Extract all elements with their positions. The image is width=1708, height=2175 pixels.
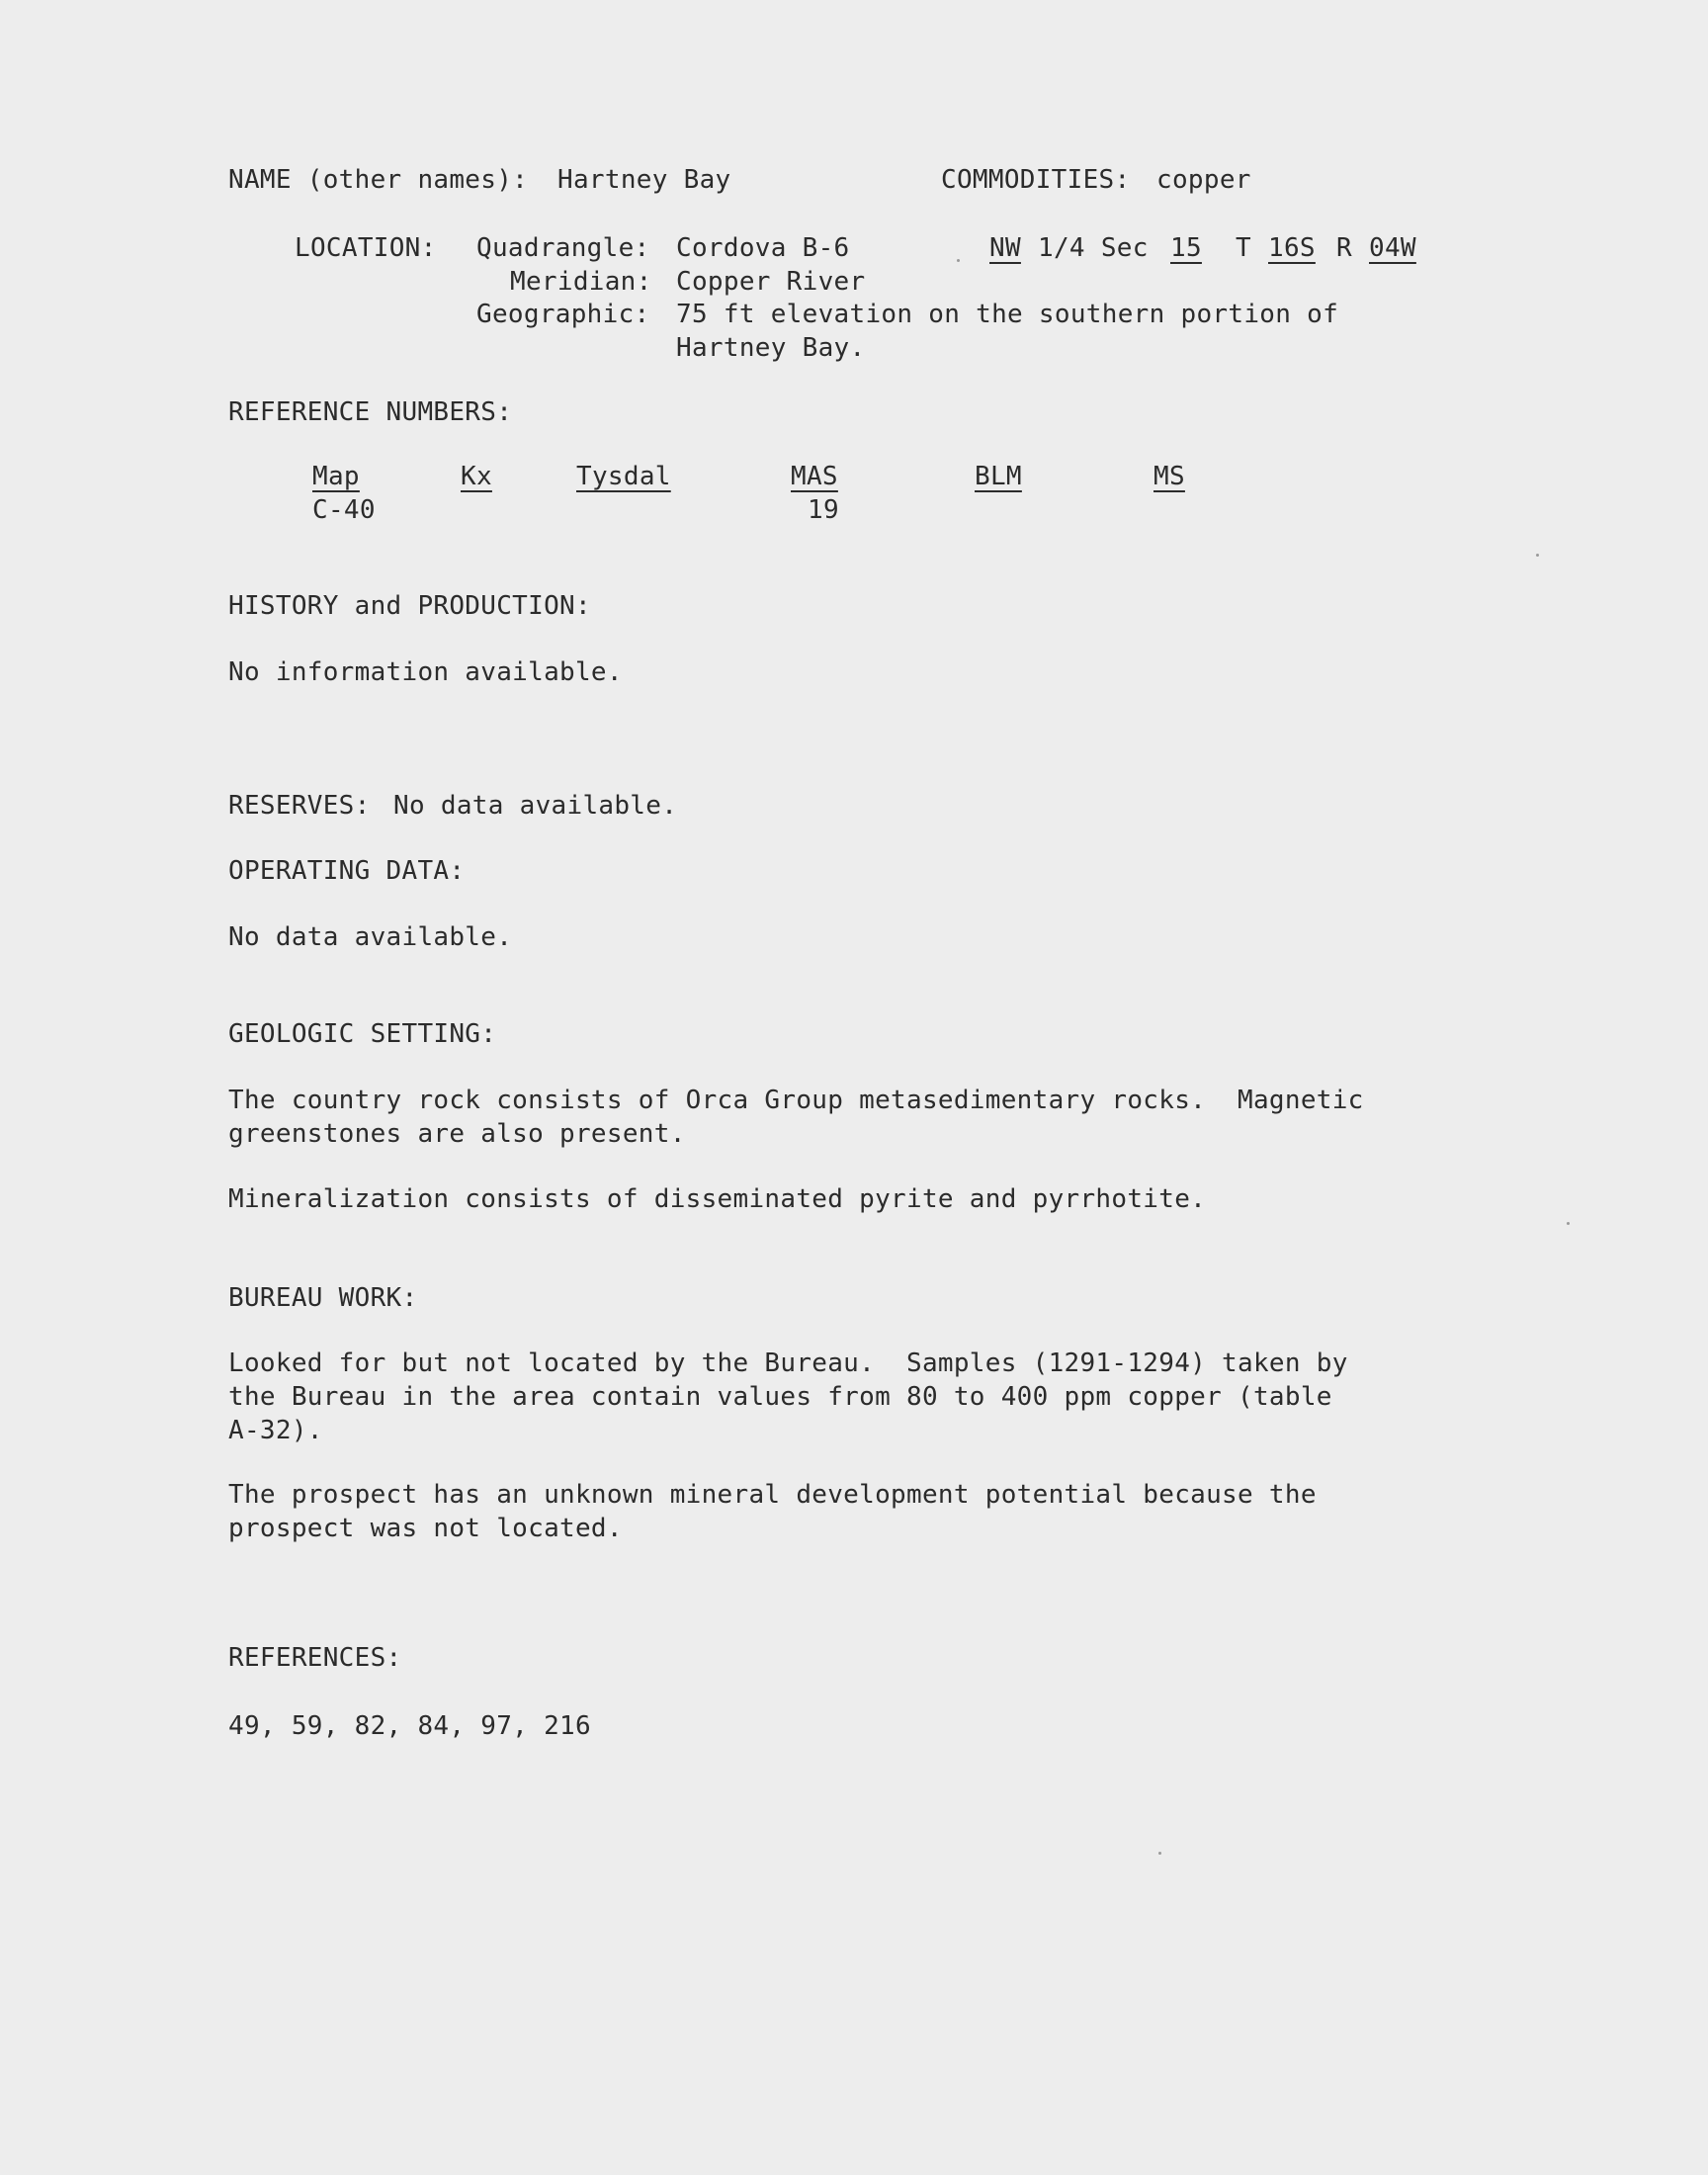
township-label: T <box>1236 233 1251 263</box>
quadrangle-value: Cordova B-6 <box>676 233 850 263</box>
bureau-label: BUREAU WORK: <box>228 1283 418 1313</box>
bureau-p1-line-2: the Bureau in the area contain values from 80 to 400 ppm copper (table <box>228 1382 1332 1412</box>
bureau-p2-line-2: prospect was not located. <box>228 1514 623 1543</box>
scan-speck <box>1567 1222 1570 1225</box>
commodities-label: COMMODITIES: <box>941 165 1131 195</box>
history-text: No information available. <box>228 657 623 687</box>
geologic-p2-line-1: Mineralization consists of disseminated pyrite and pyrrhotite. <box>228 1184 1207 1214</box>
references-text: 49, 59, 82, 84, 97, 216 <box>228 1711 591 1741</box>
name-label: NAME (other names): <box>228 165 529 195</box>
range-value: 04W <box>1369 233 1416 263</box>
township-value: 16S <box>1268 233 1316 263</box>
geographic-line-1: 75 ft elevation on the southern portion of <box>676 300 1339 329</box>
scan-speck <box>957 259 960 262</box>
geologic-label: GEOLOGIC SETTING: <box>228 1019 497 1049</box>
bureau-p1-line-3: A-32). <box>228 1416 323 1445</box>
reserves-text: No data available. <box>393 791 678 821</box>
range-label: R <box>1336 233 1352 263</box>
history-label: HISTORY and PRODUCTION: <box>228 591 591 621</box>
geographic-line-2: Hartney Bay. <box>676 333 866 363</box>
name-value: Hartney Bay <box>557 165 731 195</box>
reference-numbers-label: REFERENCE NUMBERS: <box>228 397 513 427</box>
ref-header-kx: Kx <box>461 462 492 491</box>
location-label: LOCATION: <box>295 233 437 263</box>
scan-speck <box>1536 554 1539 557</box>
quarter-value: NW <box>989 233 1021 263</box>
scan-speck <box>1158 1852 1161 1855</box>
ref-header-blm: BLM <box>975 462 1022 491</box>
bureau-p2-line-1: The prospect has an unknown mineral development potential because the <box>228 1480 1317 1510</box>
quadrangle-label: Quadrangle: <box>476 233 650 263</box>
meridian-label: Meridian: <box>510 267 652 297</box>
operating-text: No data available. <box>228 922 513 952</box>
ref-header-tysdal: Tysdal <box>576 462 671 491</box>
geographic-label: Geographic: <box>476 300 650 329</box>
meridian-value: Copper River <box>676 267 866 297</box>
ref-header-map: Map <box>312 462 360 491</box>
geologic-p1-line-2: greenstones are also present. <box>228 1119 686 1149</box>
ref-header-ms: MS <box>1153 462 1185 491</box>
references-label: REFERENCES: <box>228 1643 402 1673</box>
ref-value-mas: 19 <box>808 495 839 525</box>
reserves-label: RESERVES: <box>228 791 371 821</box>
ref-value-map: C-40 <box>312 495 376 525</box>
commodities-value: copper <box>1156 165 1251 195</box>
bureau-p1-line-1: Looked for but not located by the Bureau. Samples (1291-1294) taken by <box>228 1348 1348 1378</box>
ref-header-mas: MAS <box>791 462 838 491</box>
geologic-p1-line-1: The country rock consists of Orca Group metasedimentary rocks. Magnetic <box>228 1086 1364 1115</box>
section-value: 15 <box>1170 233 1202 263</box>
quarter-suffix: 1/4 Sec <box>1038 233 1149 263</box>
operating-label: OPERATING DATA: <box>228 856 466 886</box>
